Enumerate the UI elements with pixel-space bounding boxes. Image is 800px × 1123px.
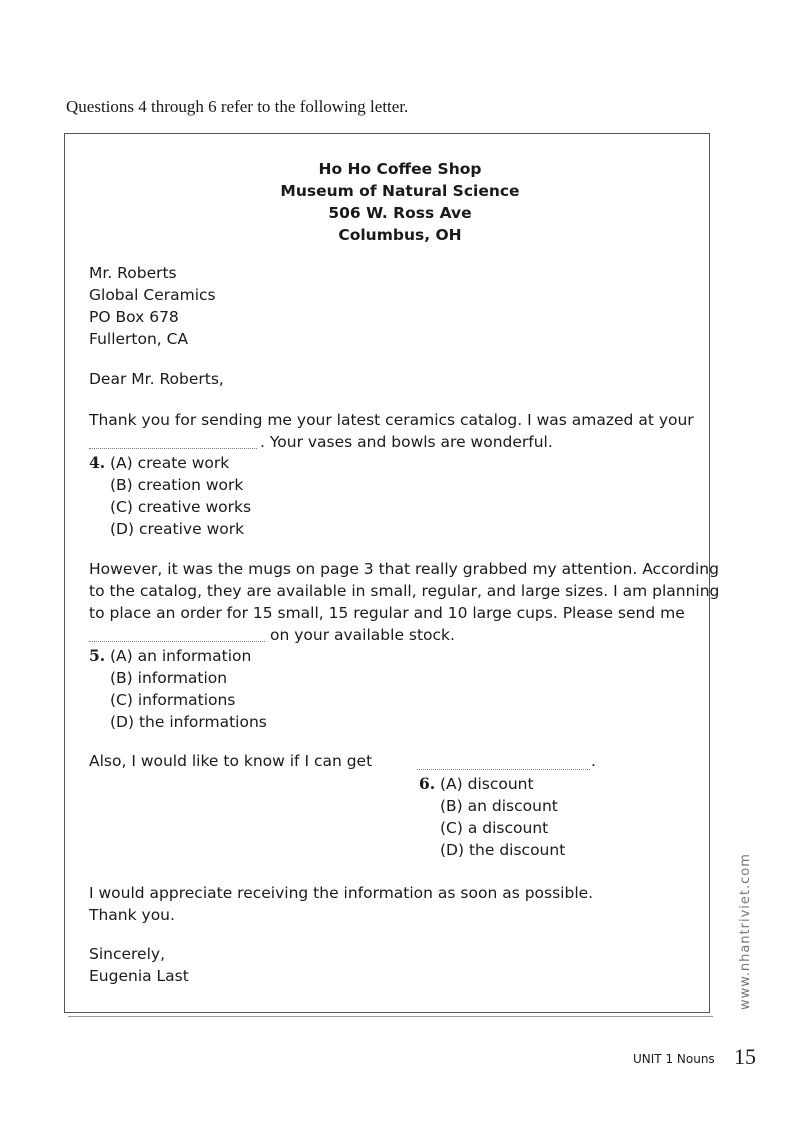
paragraph2-line1: However, it was the mugs on page 3 that really grabbed my attention. According [89,560,719,578]
question5-option-b[interactable]: (B) information [110,669,228,687]
salutation: Dear Mr. Roberts, [89,370,224,388]
question4-option-b[interactable]: (B) creation work [110,476,244,494]
letterhead-street: 506 W. Ross Ave [328,204,472,222]
paragraph3-line1: Also, I would like to know if I can get [89,752,373,770]
instructions: Questions 4 through 6 refer to the following letter. [66,97,409,116]
paragraph1-line2: . Your vases and bowls are wonderful. [260,433,553,451]
paragraph2-line4: on your available stock. [270,626,455,644]
blank-4[interactable] [89,448,257,449]
question6-option-d[interactable]: (D) the discount [440,841,566,859]
question6-number: 6. [419,774,436,793]
paragraph1-line1: Thank you for sending me your latest ceramics catalog. I was amazed at your [89,411,694,429]
recipient-box: PO Box 678 [89,308,179,326]
paragraph2-line2: to the catalog, they are available in small, regular, and large sizes. I am planning [89,582,720,600]
footer-unit: UNIT 1 Nouns [633,1052,715,1066]
watermark: www.nhantriviet.com [738,853,753,1010]
question4-number: 4. [89,453,106,472]
blank-6[interactable] [417,769,590,770]
question4-option-c[interactable]: (C) creative works [110,498,252,516]
page-number: 15 [734,1044,756,1069]
question5-number: 5. [89,646,106,665]
letterhead-museum: Museum of Natural Science [280,182,520,200]
recipient-company: Global Ceramics [89,286,216,304]
question4-option-a[interactable]: (A) create work [110,454,230,472]
question4-option-d[interactable]: (D) creative work [110,520,245,538]
question6-option-c[interactable]: (C) a discount [440,819,549,837]
letterhead-city: Columbus, OH [338,226,462,244]
blank-5[interactable] [89,641,265,642]
question6-option-a[interactable]: (A) discount [440,775,534,793]
recipient-city: Fullerton, CA [89,330,189,348]
paragraph3-end: . [591,752,596,770]
closing-signoff: Sincerely, [89,945,166,963]
closing-signature: Eugenia Last [89,967,189,985]
closing-line2: Thank you. [89,906,175,924]
question5-option-a[interactable]: (A) an information [110,647,252,665]
paragraph2-line3: to place an order for 15 small, 15 regular and 10 large cups. Please send me [89,604,685,622]
recipient-name: Mr. Roberts [89,264,177,282]
question5-option-d[interactable]: (D) the informations [110,713,267,731]
question5-option-c[interactable]: (C) informations [110,691,236,709]
letterhead-name: Ho Ho Coffee Shop [318,160,482,178]
question6-option-b[interactable]: (B) an discount [440,797,558,815]
closing-line1: I would appreciate receiving the information as soon as possible. [89,884,594,902]
